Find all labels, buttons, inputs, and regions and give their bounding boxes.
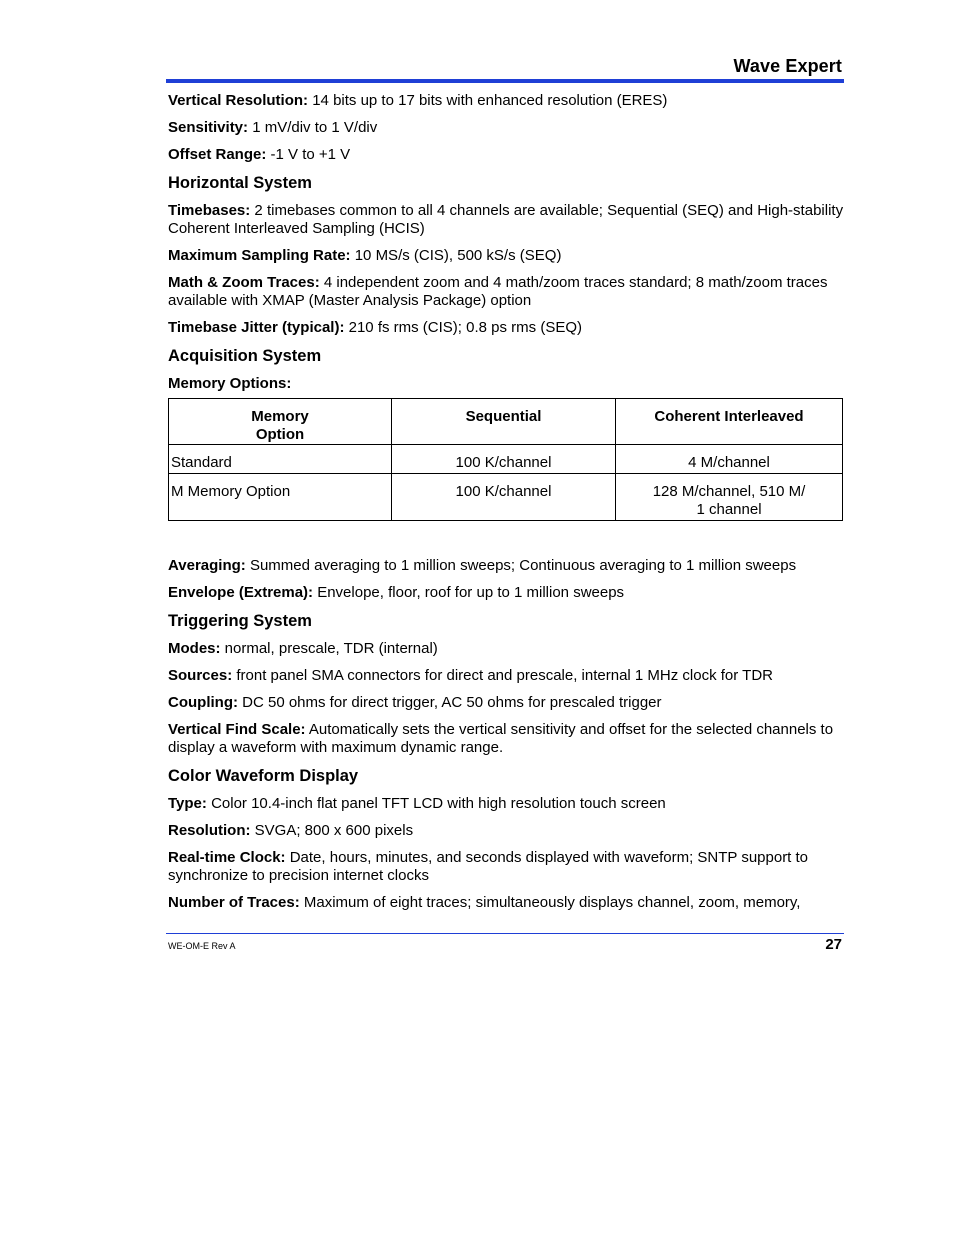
table-cell: 100 K/channel — [392, 445, 616, 474]
section-heading-display: Color Waveform Display — [168, 767, 359, 785]
spec-sources: Sources: front panel SMA connectors for direct and prescale, internal 1 MHz clock for TDR — [168, 667, 773, 684]
spec-resolution: Resolution: SVGA; 800 x 600 pixels — [168, 822, 414, 839]
spec-timebases: Timebases: 2 timebases common to all 4 channels are available; Sequential (SEQ) and High-stability Coherent Interleaved Sampling (HCIS) — [168, 202, 844, 237]
header-rule — [166, 79, 844, 83]
col-header-memory-option: Memory Option — [169, 399, 392, 445]
table-cell: 128 M/channel, 510 M/ 1 channel — [616, 474, 843, 521]
spec-averaging: Averaging: Summed averaging to 1 million sweeps; Continuous averaging to 1 million sweeps — [168, 557, 797, 574]
spec-max-sampling-rate: Maximum Sampling Rate: 10 MS/s (CIS), 500 kS/s (SEQ) — [168, 247, 562, 264]
table-cell: 100 K/channel — [392, 474, 616, 521]
header-title: Wave Expert — [733, 56, 842, 76]
spec-timebase-jitter: Timebase Jitter (typical): 210 fs rms (CIS); 0.8 ps rms (SEQ) — [168, 319, 582, 336]
table-cell: M Memory Option — [169, 474, 392, 521]
footer-doc-id: WE-OM-E Rev A — [168, 941, 236, 951]
spec-math-zoom-traces: Math & Zoom Traces: 4 independent zoom and 4 math/zoom traces standard; 8 math/zoom traces available with XMAP (Master Analysis Package) option — [168, 274, 828, 309]
table-row — [169, 474, 843, 521]
body-content — [168, 92, 844, 921]
spec-type: Type: Color 10.4-inch flat panel TFT LCD with high resolution touch screen — [168, 795, 666, 812]
spec-number-of-traces: Number of Traces: Maximum of eight traces; simultaneously displays channel, zoom, memory, — [168, 894, 801, 911]
table-cell: Standard — [169, 445, 392, 474]
spec-coupling: Coupling: DC 50 ohms for direct trigger, AC 50 ohms for prescaled trigger — [168, 694, 662, 711]
spec-vertical-find-scale: Vertical Find Scale: Automatically sets the vertical sensitivity and offset for the selected channels to display a waveform with maximum dynamic range. — [168, 721, 834, 756]
section-heading-triggering: Triggering System — [168, 612, 312, 630]
table-cell: 4 M/channel — [616, 445, 843, 474]
table-row — [169, 445, 843, 474]
spec-modes: Modes: normal, prescale, TDR (internal) — [168, 640, 438, 657]
spec-offset-range: Offset Range: -1 V to +1 V — [168, 146, 351, 163]
memory-options-label: Memory Options: — [168, 375, 292, 392]
col-header-coherent-interleaved: Coherent Interleaved — [616, 399, 843, 445]
spec-real-time-clock: Real-time Clock: Date, hours, minutes, and seconds displayed with waveform; SNTP support to synchronize to precision internet clocks — [168, 849, 809, 884]
col-header-sequential: Sequential — [392, 399, 616, 445]
spec-envelope: Envelope (Extrema): Envelope, floor, roof for up to 1 million sweeps — [168, 584, 625, 601]
spec-vertical-resolution: Vertical Resolution: 14 bits up to 17 bits with enhanced resolution (ERES) — [168, 92, 668, 109]
footer-rule — [166, 933, 844, 934]
table-header-row — [169, 399, 843, 445]
section-heading-acquisition: Acquisition System — [168, 347, 322, 365]
page-number: 27 — [825, 936, 842, 953]
spec-sensitivity: Sensitivity: 1 mV/div to 1 V/div — [168, 119, 378, 136]
memory-options-table — [168, 398, 843, 521]
section-heading-horizontal: Horizontal System — [168, 174, 312, 192]
